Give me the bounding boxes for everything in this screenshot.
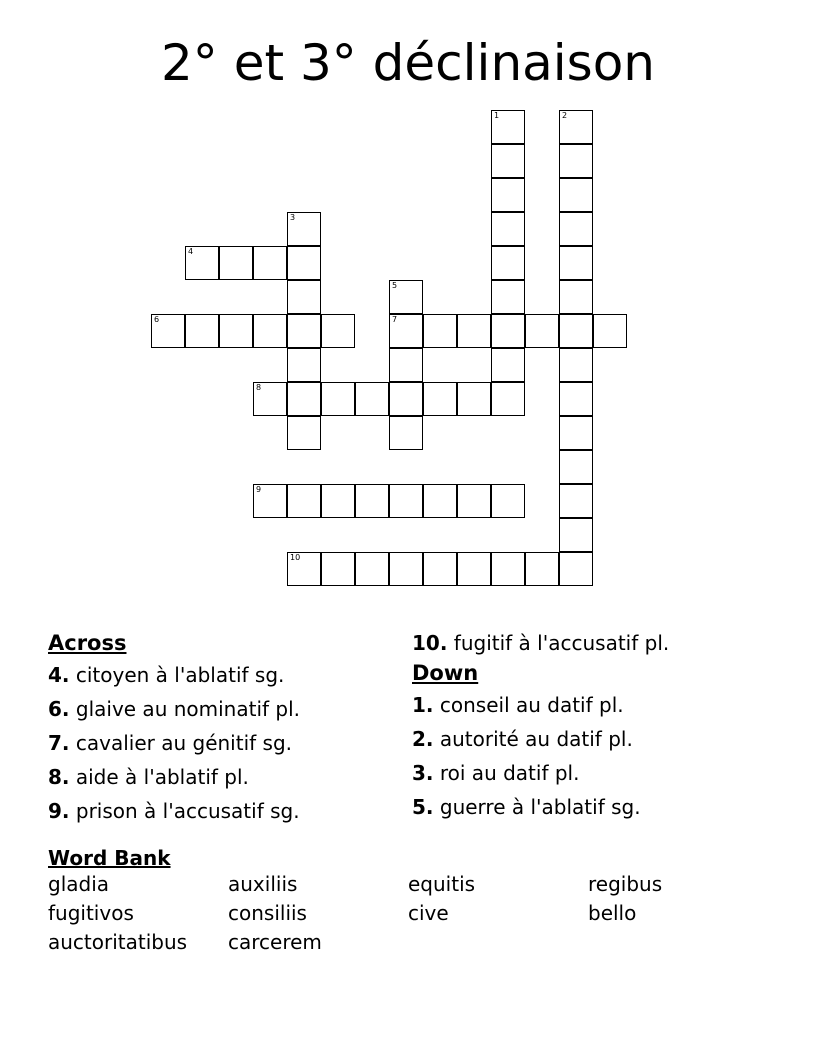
crossword-cell[interactable] (559, 484, 593, 518)
crossword-cell[interactable] (525, 314, 559, 348)
crossword-cell[interactable] (287, 382, 321, 416)
crossword-cell[interactable] (389, 382, 423, 416)
crossword-cell[interactable] (321, 484, 355, 518)
clue-number: 10. (412, 631, 448, 655)
crossword-cell[interactable] (457, 382, 491, 416)
clue-number-label: 8 (256, 383, 262, 392)
down-clue-5 (412, 790, 772, 824)
word-bank-word: fugitivos (48, 901, 134, 925)
clue-number: 8. (48, 765, 70, 789)
crossword-cell[interactable] (559, 552, 593, 586)
crossword-cell[interactable] (491, 144, 525, 178)
crossword-cell[interactable] (151, 314, 185, 348)
crossword-cell[interactable] (491, 552, 525, 586)
crossword-cell[interactable] (525, 552, 559, 586)
crossword-cell[interactable] (491, 382, 525, 416)
crossword-cell[interactable] (491, 348, 525, 382)
crossword-cell[interactable] (457, 484, 491, 518)
crossword-cell[interactable] (423, 314, 457, 348)
across-clue-7 (48, 726, 398, 760)
clue-number-label: 6 (154, 315, 160, 324)
clue-text: autorité au datif pl. (433, 727, 633, 751)
crossword-cell[interactable] (559, 246, 593, 280)
crossword-cell[interactable] (253, 246, 287, 280)
clue-number: 9. (48, 799, 70, 823)
crossword-cell[interactable] (253, 484, 287, 518)
word-bank-word: cive (408, 901, 449, 925)
word-bank-word: equitis (408, 872, 476, 896)
crossword-cell[interactable] (491, 484, 525, 518)
crossword-cell[interactable] (559, 382, 593, 416)
crossword-cell[interactable] (321, 552, 355, 586)
crossword-cell[interactable] (355, 552, 389, 586)
clue-text: aide à l'ablatif pl. (69, 765, 249, 789)
clue-number: 1. (412, 693, 434, 717)
clue-number-label: 3 (290, 213, 296, 222)
crossword-cell[interactable] (389, 314, 423, 348)
crossword-cell[interactable] (219, 246, 253, 280)
clue-text: roi au datif pl. (433, 761, 580, 785)
crossword-cell[interactable] (389, 280, 423, 314)
across-clue-9 (48, 794, 398, 828)
clue-text: fugitif à l'accusatif pl. (447, 631, 670, 655)
clue-number: 5. (412, 795, 434, 819)
clue-number: 7. (48, 731, 70, 755)
crossword-cell[interactable] (287, 280, 321, 314)
crossword-cell[interactable] (457, 552, 491, 586)
word-bank (48, 872, 768, 959)
crossword-cell[interactable] (321, 314, 355, 348)
down-clue-1 (412, 688, 772, 722)
word-bank-word: carcerem (228, 930, 322, 954)
crossword-cell[interactable] (593, 314, 627, 348)
across-clue-6 (48, 692, 398, 726)
crossword-cell[interactable] (355, 484, 389, 518)
word-bank-word: bello (588, 901, 637, 925)
crossword-cell[interactable] (389, 348, 423, 382)
crossword-cell[interactable] (423, 552, 457, 586)
crossword-cell[interactable] (423, 484, 457, 518)
crossword-cell[interactable] (287, 348, 321, 382)
across-clues (48, 628, 398, 828)
clue-number-label: 9 (256, 485, 262, 494)
crossword-cell[interactable] (559, 416, 593, 450)
crossword-cell[interactable] (559, 212, 593, 246)
clue-text: citoyen à l'ablatif sg. (69, 663, 285, 687)
crossword-cell[interactable] (491, 246, 525, 280)
word-bank-word: consiliis (228, 901, 307, 925)
crossword-cell[interactable] (321, 382, 355, 416)
crossword-cell[interactable] (287, 246, 321, 280)
clue-text: cavalier au génitif sg. (69, 731, 293, 755)
crossword-cell[interactable] (491, 212, 525, 246)
crossword-cell[interactable] (287, 552, 321, 586)
crossword-cell[interactable] (185, 314, 219, 348)
down-clues (412, 628, 772, 824)
word-bank-row (48, 872, 768, 901)
word-bank-heading: Word Bank (48, 846, 171, 870)
across-clue-10 (412, 628, 772, 658)
clue-number-label: 2 (562, 111, 568, 120)
crossword-cell[interactable] (559, 518, 593, 552)
clue-number: 4. (48, 663, 70, 687)
clue-number-label: 1 (494, 111, 500, 120)
down-clue-2 (412, 722, 772, 756)
word-bank-row (48, 901, 768, 930)
crossword-cell[interactable] (389, 484, 423, 518)
crossword-cell[interactable] (287, 484, 321, 518)
crossword-cell[interactable] (491, 110, 525, 144)
crossword-cell[interactable] (287, 314, 321, 348)
clue-number-label: 7 (392, 315, 398, 324)
crossword-cell[interactable] (559, 144, 593, 178)
word-bank-word: auxiliis (228, 872, 298, 896)
crossword-cell[interactable] (559, 110, 593, 144)
across-heading: Across (48, 631, 127, 655)
crossword-cell[interactable] (389, 552, 423, 586)
crossword-cell[interactable] (389, 416, 423, 450)
page-title: 2° et 3° déclinaison (161, 34, 655, 92)
clue-number-label: 10 (290, 553, 301, 562)
crossword-cell[interactable] (491, 314, 525, 348)
across-clue-8 (48, 760, 398, 794)
crossword-cell[interactable] (491, 178, 525, 212)
clue-number: 3. (412, 761, 434, 785)
crossword-cell[interactable] (559, 348, 593, 382)
clue-number-label: 5 (392, 281, 398, 290)
word-bank-word: gladia (48, 872, 110, 896)
clue-text: prison à l'accusatif sg. (69, 799, 300, 823)
clue-number-label: 4 (188, 247, 194, 256)
crossword-cell[interactable] (559, 280, 593, 314)
crossword-cell[interactable] (253, 314, 287, 348)
crossword-cell[interactable] (457, 314, 491, 348)
crossword-cell[interactable] (491, 280, 525, 314)
clue-text: conseil au datif pl. (433, 693, 624, 717)
clue-text: glaive au nominatif pl. (69, 697, 301, 721)
word-bank-word: regibus (588, 872, 663, 896)
crossword-cell[interactable] (287, 416, 321, 450)
crossword-cell[interactable] (559, 178, 593, 212)
crossword-cell[interactable] (253, 382, 287, 416)
down-clue-3 (412, 756, 772, 790)
crossword-cell[interactable] (559, 450, 593, 484)
clue-number: 2. (412, 727, 434, 751)
clue-text: guerre à l'ablatif sg. (433, 795, 641, 819)
crossword-cell[interactable] (219, 314, 253, 348)
down-heading: Down (412, 661, 479, 685)
crossword-cell[interactable] (355, 382, 389, 416)
word-bank-row (48, 930, 768, 959)
across-clue-4 (48, 658, 398, 692)
word-bank-word: auctoritatibus (48, 930, 188, 954)
crossword-cell[interactable] (559, 314, 593, 348)
clue-number: 6. (48, 697, 70, 721)
crossword-cell[interactable] (287, 212, 321, 246)
crossword-cell[interactable] (423, 382, 457, 416)
crossword-cell[interactable] (185, 246, 219, 280)
